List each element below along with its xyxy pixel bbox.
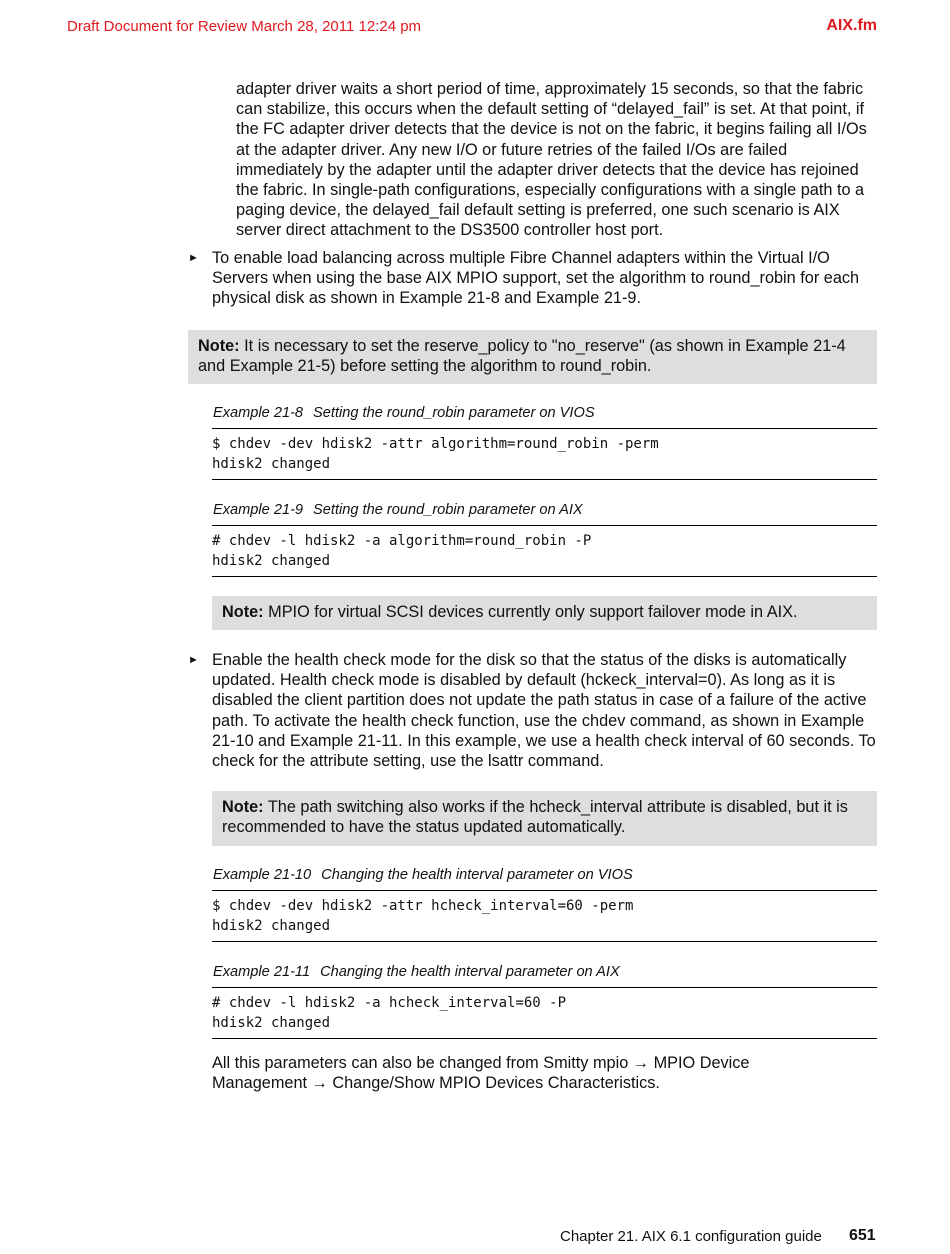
page-number: 651 — [849, 1227, 876, 1244]
example-title: Changing the health interval parameter on AIX — [320, 964, 620, 980]
code-line: hdisk2 changed — [212, 553, 331, 569]
footer-chapter-title: Chapter 21. AIX 6.1 configuration guide — [560, 1228, 822, 1245]
note-text: MPIO for virtual SCSI devices currently only support failover mode in AIX. — [263, 603, 798, 621]
note-text: It is necessary to set the reserve_policy to "no_reserve" (as shown in Example 21-4 and Example 21-5) before setting the algorithm to round_robin. — [198, 337, 846, 376]
file-name: AIX.fm — [826, 17, 877, 34]
example-title: Changing the health interval parameter on VIOS — [321, 867, 633, 883]
example-title: Setting the round_robin parameter on VIOS — [313, 405, 595, 421]
note-text: The path switching also works if the hcheck_interval attribute is disabled, but it is recommended to have the status updated automatically. — [222, 798, 848, 837]
code-line: # chdev -l hdisk2 -a hcheck_interval=60 -P — [212, 995, 567, 1011]
note-label: Note: — [198, 337, 240, 355]
continued-paragraph: adapter driver waits a short period of time, approximately 15 seconds, so that the fabric can stabilize, this occurs when the default setting of “delayed_fail” is set. At that point, if the FC adapter driver detects that the device is not on the fabric, it begins failing all I/Os at the adapter driver. Any new I/O or future retries of the failed I/Os are failed immediately by the adapter until the adapter driver detects that the device has rejoined the fabric. In single-path configurations, especially configurations with a single path to a paging device, the delayed_fail default setting is preferred, one such scenario is AIX server direct attachment to the DS3500 controller host port. — [236, 80, 867, 240]
note-box-reserve-policy — [188, 330, 877, 384]
code-block — [212, 525, 877, 577]
code-line: # chdev -l hdisk2 -a algorithm=round_robin -P — [212, 533, 592, 549]
code-line: $ chdev -dev hdisk2 -attr hcheck_interval=60 -perm — [212, 898, 634, 914]
bullet-marker-icon: ► — [188, 654, 199, 666]
note-label: Note: — [222, 603, 264, 621]
example-number: Example 21-10 — [213, 867, 312, 883]
code-line: hdisk2 changed — [212, 918, 331, 934]
example-number: Example 21-11 — [213, 964, 311, 980]
note-box-path-switching — [212, 791, 877, 846]
code-block — [212, 987, 877, 1039]
example-caption — [213, 867, 633, 883]
note-box-mpio-failover — [212, 596, 877, 630]
note-label: Note: — [222, 798, 264, 816]
bullet-item-health-check: Enable the health check mode for the disk so that the status of the disks is automatically updated. Health check mode is disabled by default (hckeck_interval=0). As long as it is disabled the client partition does not update the path status in case of a failure of the active path. To activate the health check function, use the chdev command, as shown in Example 21-10 and Example 21-11. In this example, we use a health check interval of 60 seconds. To check for the attribute setting, use the lsattr command. — [212, 651, 876, 771]
example-caption — [213, 502, 583, 518]
example-title: Setting the round_robin parameter on AIX — [313, 502, 583, 518]
bullet-item-load-balancing: To enable load balancing across multiple Fibre Channel adapters within the Virtual I/O Servers when using the base AIX MPIO support, set the algorithm to round_robin for each physical disk as shown in Example 21-8 and Example 21-9. — [212, 249, 860, 308]
closing-paragraph: All this parameters can also be changed from Smitty mpio → MPIO Device Management → Change/Show MPIO Devices Characteristics. — [212, 1054, 750, 1093]
code-block — [212, 890, 877, 942]
example-number: Example 21-8 — [213, 405, 304, 421]
draft-notice: Draft Document for Review March 28, 2011 12:24 pm — [67, 18, 422, 35]
example-caption — [213, 964, 620, 980]
code-line: $ chdev -dev hdisk2 -attr algorithm=round_robin -perm — [212, 436, 659, 452]
code-line: hdisk2 changed — [212, 1015, 331, 1031]
example-number: Example 21-9 — [213, 502, 304, 518]
example-caption — [213, 405, 595, 421]
bullet-marker-icon: ► — [188, 252, 199, 264]
code-line: hdisk2 changed — [212, 456, 331, 472]
code-block — [212, 428, 877, 480]
